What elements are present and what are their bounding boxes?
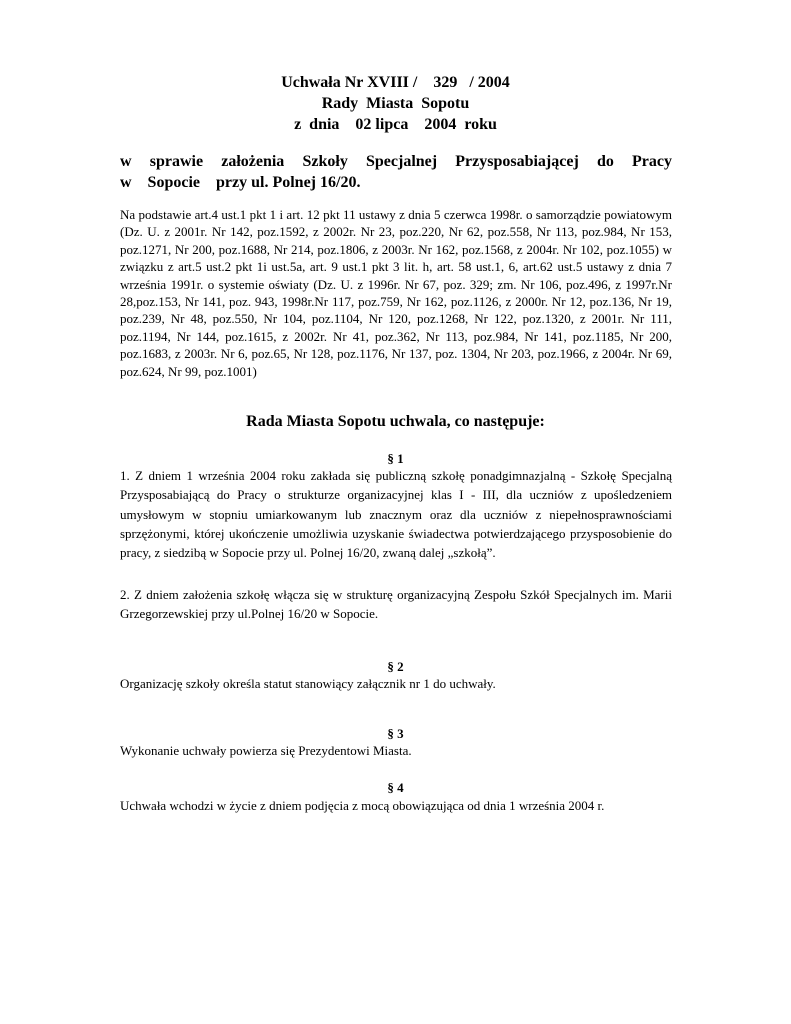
section-1-paragraph-2: 2. Z dniem założenia szkołę włącza się w strukturę organizacyjną Zespołu Szkół Specjalnych im. Marii Grzegorzewskiej przy ul.Polnej 16/20 w Sopocie. bbox=[120, 587, 672, 622]
section-4-paragraph: Uchwała wchodzi w życie z dniem podjęcia z mocą obowiązująca od dnia 1 września 2004 r. bbox=[120, 798, 605, 813]
subject-line-2: w Sopocie przy ul. Polnej 16/20. bbox=[120, 174, 361, 191]
title-line-date: z dnia 02 lipca 2004 roku bbox=[294, 116, 497, 133]
section-3-paragraph: Wykonanie uchwały powierza się Prezydentowi Miasta. bbox=[120, 743, 412, 758]
section-2-mark: § 2 bbox=[387, 659, 404, 674]
subject-line-1: w sprawie założenia Szkoły Specjalnej Przysposabiającej do Pracy bbox=[120, 153, 672, 170]
section-3-mark: § 3 bbox=[387, 726, 404, 741]
resolution-title bbox=[0, 72, 791, 135]
title-line-council: Rady Miasta Sopotu bbox=[321, 95, 470, 112]
section-1-paragraph-1: 1. Z dniem 1 września 2004 roku zakłada się publiczną szkołę ponadgimnazjalną - Szkołę Specjalną Przysposabiającą do Pracy o strukturze organizacyjnej klas I - III, dla uczniów z upośledzeniem umysłowym w stopniu umiarkowanym lub znacznym oraz dla uczniów z niepełnosprawnościami sprzężonymi, której ukończenie umożliwia uzyskanie świadectwa potwierdzającego przysposobienie do pracy, z siedzibą w Sopocie przy ul. Polnej 16/20, zwaną dalej „szkołą”. bbox=[120, 468, 672, 561]
section-1-mark: § 1 bbox=[387, 451, 404, 466]
section-4-mark: § 4 bbox=[387, 780, 404, 795]
resolves-heading: Rada Miasta Sopotu uchwala, co następuje: bbox=[246, 413, 545, 430]
resolution-subject bbox=[120, 151, 672, 193]
legal-basis: Na podstawie art.4 ust.1 pkt 1 i art. 12 pkt 11 ustawy z dnia 5 czerwca 1998r. o samorządzie powiatowym (Dz. U. z 2001r. Nr 142, poz.1592, z 2002r. Nr 23, poz.220, Nr 62, poz.558, Nr 113, poz.984, Nr 153, poz.1271, Nr 200, poz.1688, Nr 214, poz.1806, z 2003r. Nr 162, poz.1568, z 2004r. Nr 102, poz.1055) w związku z art.5 ust.2 pkt 1i ust.5a, art. 9 ust.1 pkt 3 lit. h, art. 58 ust.1, 6, art.62 ust.5 ustawy z dnia 7 września 1991r. o systemie oświaty (Dz. U. z 1996r. Nr 67, poz. 329; zm. Nr 106, poz.496, z 1997r.Nr 28,poz.153, Nr 141, poz. 943, 1998r.Nr 117, poz.759, Nr 162, poz.1126, z 2000r. Nr 12, poz.136, Nr 19, poz.239, Nr 48, poz.550, Nr 104, poz.1104, Nr 120, poz.1268, Nr 122, poz.1320, z 2001r. Nr 111, poz.1194, Nr 144, poz.1615, z 2002r. Nr 41, poz.362, Nr 113, poz.984, Nr 141, poz.1185, Nr 200, poz.1683, z 2003r. Nr 6, poz.65, Nr 128, poz.1176, Nr 137, poz. 1304, Nr 203, poz.1966, z 2004r. Nr 69, poz.624, Nr 99, poz.1001) bbox=[120, 207, 672, 379]
title-line-number: Uchwała Nr XVIII / 329 / 2004 bbox=[281, 74, 510, 91]
section-2-paragraph: Organizację szkoły określa statut stanowiący załącznik nr 1 do uchwały. bbox=[120, 676, 496, 691]
